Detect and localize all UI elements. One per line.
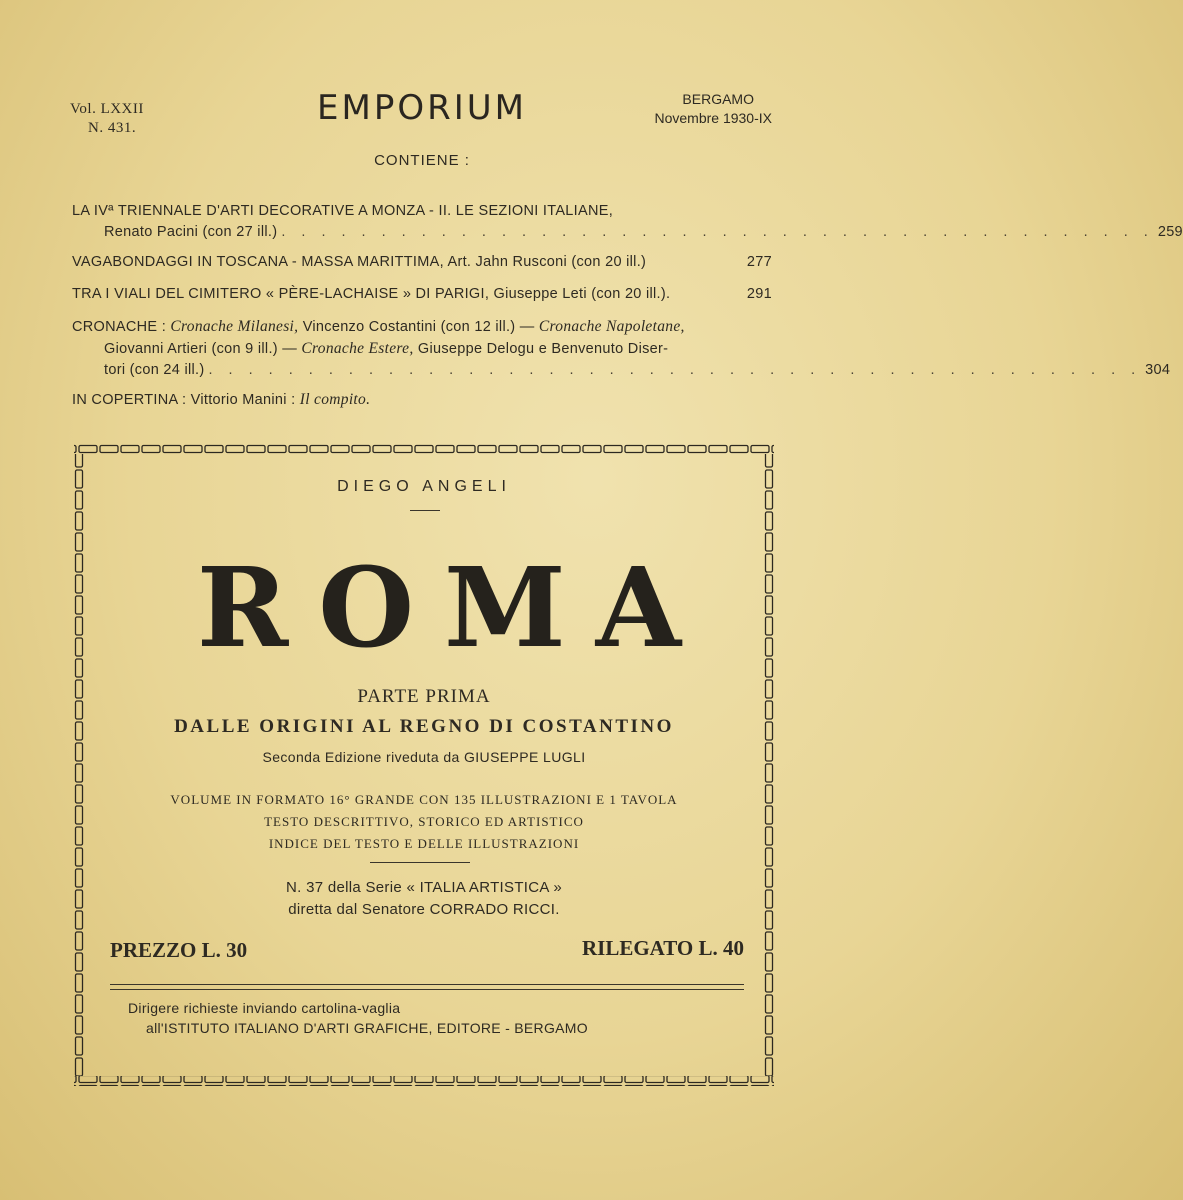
- book-part: PARTE PRIMA: [357, 686, 491, 707]
- divider: [370, 862, 470, 863]
- toc-page-number: 277: [746, 254, 772, 270]
- toc-author: Vincenzo Costantini (con 12 ill.) —: [302, 319, 535, 335]
- toc-entry-triennale: [72, 201, 1183, 243]
- toc-author: Giuseppe Delogu e Benvenuto Diser-: [417, 341, 669, 357]
- toc-entry-line: TRA I VIALI DEL CIMITERO « PÈRE-LACHAISE » DI PARIGI, Giuseppe Leti (con 20 ill.).: [72, 286, 671, 302]
- publisher-address: all'ISTITUTO ITALIANO D'ARTI GRAFICHE, EDITORE - BERGAMO: [146, 1020, 588, 1036]
- book-spec-index: INDICE DEL TESTO E DELLE ILLUSTRAZIONI: [268, 836, 580, 851]
- toc-entry-cover: [72, 389, 772, 411]
- toc-page-number: 259: [1157, 224, 1183, 240]
- toc-entry-author: Renato Pacini (con 27 ill.): [104, 224, 278, 240]
- toc-entry-line: VAGABONDAGGI IN TOSCANA - MASSA MARITTIMA, Art. Jahn Rusconi (con 20 ill.): [72, 254, 647, 270]
- book-spec-text: TESTO DESCRITTIVO, STORICO ED ARTISTICO: [264, 814, 584, 829]
- cover-work: Il compito.: [299, 391, 371, 408]
- toc-rubric: Cronache Milanesi,: [170, 318, 299, 335]
- leader-dots: . . . . . . . . . . . . . . . . . . . . . . . . . . . . . . . . . . . . . . . . . . . . . . .: [208, 362, 1142, 378]
- leader-dots: . . . . . . . . . . . . . . . . . . . . . . . . . . . . . . . . . . . . . . . . . . . .: [281, 224, 1154, 240]
- book-spec-format: VOLUME IN FORMATO 16° GRANDE CON 135 ILLUSTRAZIONI E 1 TAVOLA: [170, 792, 678, 807]
- place-date: [654, 90, 772, 128]
- toc-author: tori (con 24 ill.): [104, 362, 205, 378]
- cover-artist: Vittorio Manini :: [190, 392, 296, 408]
- toc-rubric: Cronache Napoletane,: [538, 318, 685, 335]
- toc-label: CRONACHE :: [72, 319, 167, 335]
- book-series: [74, 877, 774, 921]
- issue-date: Novembre 1930-IX: [654, 110, 772, 126]
- toc-label: IN COPERTINA :: [72, 392, 187, 408]
- contents-heading: CONTIENE :: [374, 152, 470, 169]
- toc-entry-pere-lachaise: [72, 284, 772, 305]
- magazine-title: EMPORIUM: [317, 88, 527, 128]
- volume-number: Vol. LXXII: [70, 101, 144, 117]
- divider: [410, 510, 440, 511]
- toc-author: Giovanni Artieri (con 9 ill.) —: [104, 341, 298, 357]
- book-subtitle: DALLE ORIGINI AL REGNO DI COSTANTINO: [174, 716, 674, 737]
- order-instructions: Dirigere richieste inviando cartolina-vaglia: [128, 1000, 401, 1016]
- toc-entry-line: LA IVª TRIENNALE D'ARTI DECORATIVE A MONZA - II. LE SEZIONI ITALIANE,: [72, 203, 614, 219]
- toc-entry-vagabondaggi: [72, 252, 772, 273]
- bound-price: RILEGATO L. 40: [581, 936, 744, 960]
- toc-page-number: 304: [1145, 362, 1171, 378]
- book-title: ROMA: [196, 543, 712, 672]
- toc-rubric: Cronache Estere,: [301, 340, 414, 357]
- toc-entry-cronache: [72, 316, 1171, 381]
- book-author: DIEGO ANGELI: [337, 478, 511, 495]
- book-edition: Seconda Edizione riveduta da GIUSEPPE LUGLI: [262, 749, 586, 765]
- city: BERGAMO: [682, 91, 754, 107]
- series-director: diretta dal Senatore CORRADO RICCI.: [288, 901, 560, 918]
- toc-page-number: 291: [746, 286, 772, 302]
- issue-number: N. 431.: [88, 120, 137, 136]
- price: PREZZO L. 30: [110, 938, 248, 962]
- double-rule: [110, 984, 744, 990]
- series-name: N. 37 della Serie « ITALIA ARTISTICA »: [286, 879, 562, 896]
